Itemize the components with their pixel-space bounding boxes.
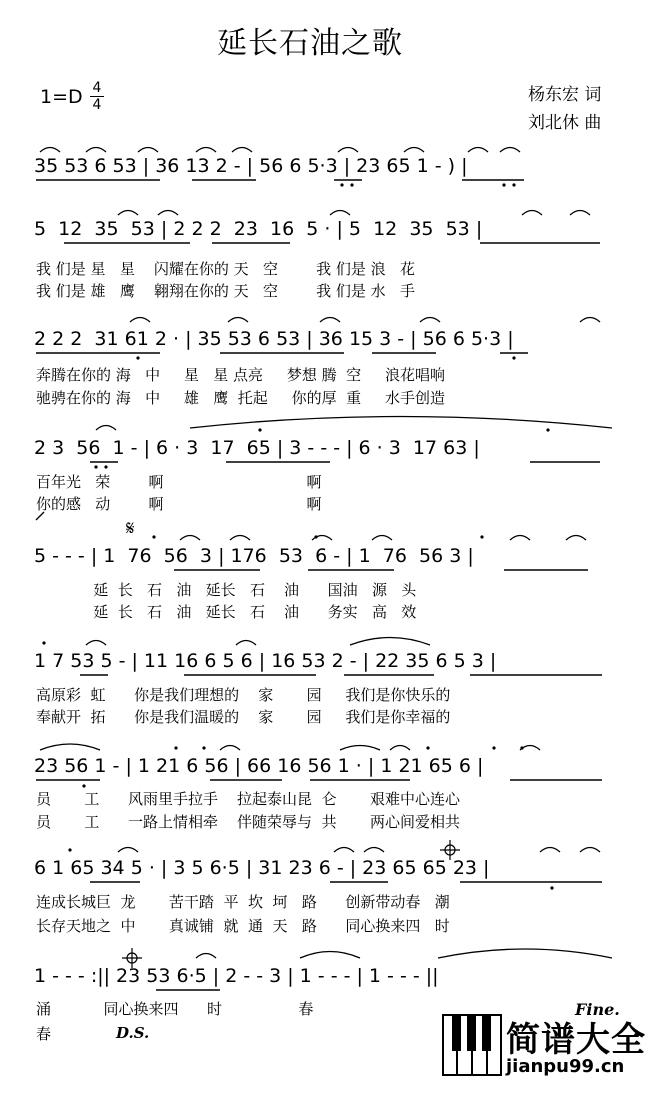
time-sig-top: 4: [92, 80, 102, 96]
fine-mark: Fine.: [575, 1000, 620, 1019]
lyrics-verse-1: 我 们是 星 星 闪耀在你的 天 空 我 们是 浪 花: [36, 260, 415, 278]
lyrics-verse-1: 延 长 石 油 延长 石 油 国油 源 头: [36, 581, 417, 599]
lyrics-verse-1: 奔腾在你的 海 中 星 星 点亮 梦想 腾 空 浪花唱响: [36, 366, 445, 384]
lyrics-verse-2: 延 长 石 油 延长 石 油 务实 高 效: [36, 603, 417, 621]
notation-row: 1 7 53 5 - | 11 16 6 5 6 | 16 53 2 - | 22 35 6 5 3 |: [34, 650, 497, 672]
notation-row: 1 - - - :|| 23 53 6·5 | 2 - - 3 | 1 - - - | 1 - - - ||: [34, 965, 439, 987]
lyrics-verse-2: 我 们是 雄 鹰 翱翔在你的 天 空 我 们是 水 手: [36, 282, 415, 300]
lyrics-verse-2: 春: [36, 1025, 52, 1043]
key-signature: 1=D: [40, 86, 83, 108]
segno-sign: 𝄋: [126, 516, 135, 540]
lyrics-verse-2: 长存天地之 中 真诚铺 就 通 天 路 同心换来四 时: [36, 917, 450, 935]
composer-credit: 刘北休 曲: [528, 113, 602, 133]
lyrics-verse-2: 驰骋在你的 海 中 雄 鹰 托起 你的厚 重 水手创造: [36, 389, 445, 407]
watermark-logo: [442, 1012, 660, 1082]
lyrics-verse-2: 奉献开 拓 你是我们温暖的 家 园 我们是你幸福的: [36, 708, 451, 726]
time-sig-bottom: 4: [90, 96, 104, 113]
lyrics-verse-1: 员 工 风雨里手拉手 拉起泰山昆 仑 艰难中心连心: [36, 790, 460, 808]
notation-row: 5 12 35 53 | 2 2 2 23 16 5 · | 5 12 35 53 |: [34, 218, 483, 240]
lyrics-verse-2: 员 工 一路上情相牵 伴随荣辱与 共 两心间爱相共: [36, 813, 460, 831]
notation-row: 35 53 6 53 | 36 13 2 - | 56 6 5·3 | 23 65 1 - ) |: [34, 155, 468, 177]
lyrics-verse-1: 连成长城巨 龙 苦干踏 平 坎 坷 路 创新带动春 潮: [36, 893, 450, 911]
lyrics-verse-1: 百年光 荣 啊 啊: [36, 473, 322, 491]
piano-keys-icon: [442, 1014, 502, 1076]
watermark-brand: 简谱大全: [506, 1020, 646, 1060]
lyrics-verse-2: 你的感 动 啊 啊: [36, 495, 322, 513]
notation-row: 5 - - - | 1 76 56 3 | 176 53 6 - | 1 76 56 3 |: [34, 545, 474, 567]
notation-row: 23 56 1 - | 1 21 6 56 | 66 16 56 1 · | 1 21 65 6 |: [34, 755, 484, 777]
notation-row: 2 3 56 1 - | 6 · 3 17 65 | 3 - - - | 6 · 3 17 63 |: [34, 437, 480, 459]
time-signature: [90, 80, 104, 113]
lyricist-credit: 杨东宏 词: [528, 85, 602, 105]
lyrics-verse-1: 涌 同心换来四 时 春: [36, 1000, 314, 1018]
notation-row: 6 1 65 34 5 · | 3 5 6·5 | 31 23 6 - | 23 65 65 23 |: [34, 857, 490, 879]
watermark-url: jianpu99.cn: [506, 1056, 625, 1077]
lyrics-verse-1: 高原彩 虹 你是我们理想的 家 园 我们是你快乐的: [36, 686, 451, 704]
notation-row: 2 2 2 31 61 2 · | 35 53 6 53 | 36 15 3 - | 56 6 5·3 |: [34, 328, 514, 350]
song-title: 延长石油之歌: [217, 26, 403, 61]
dal-segno-mark: D.S.: [116, 1024, 150, 1042]
